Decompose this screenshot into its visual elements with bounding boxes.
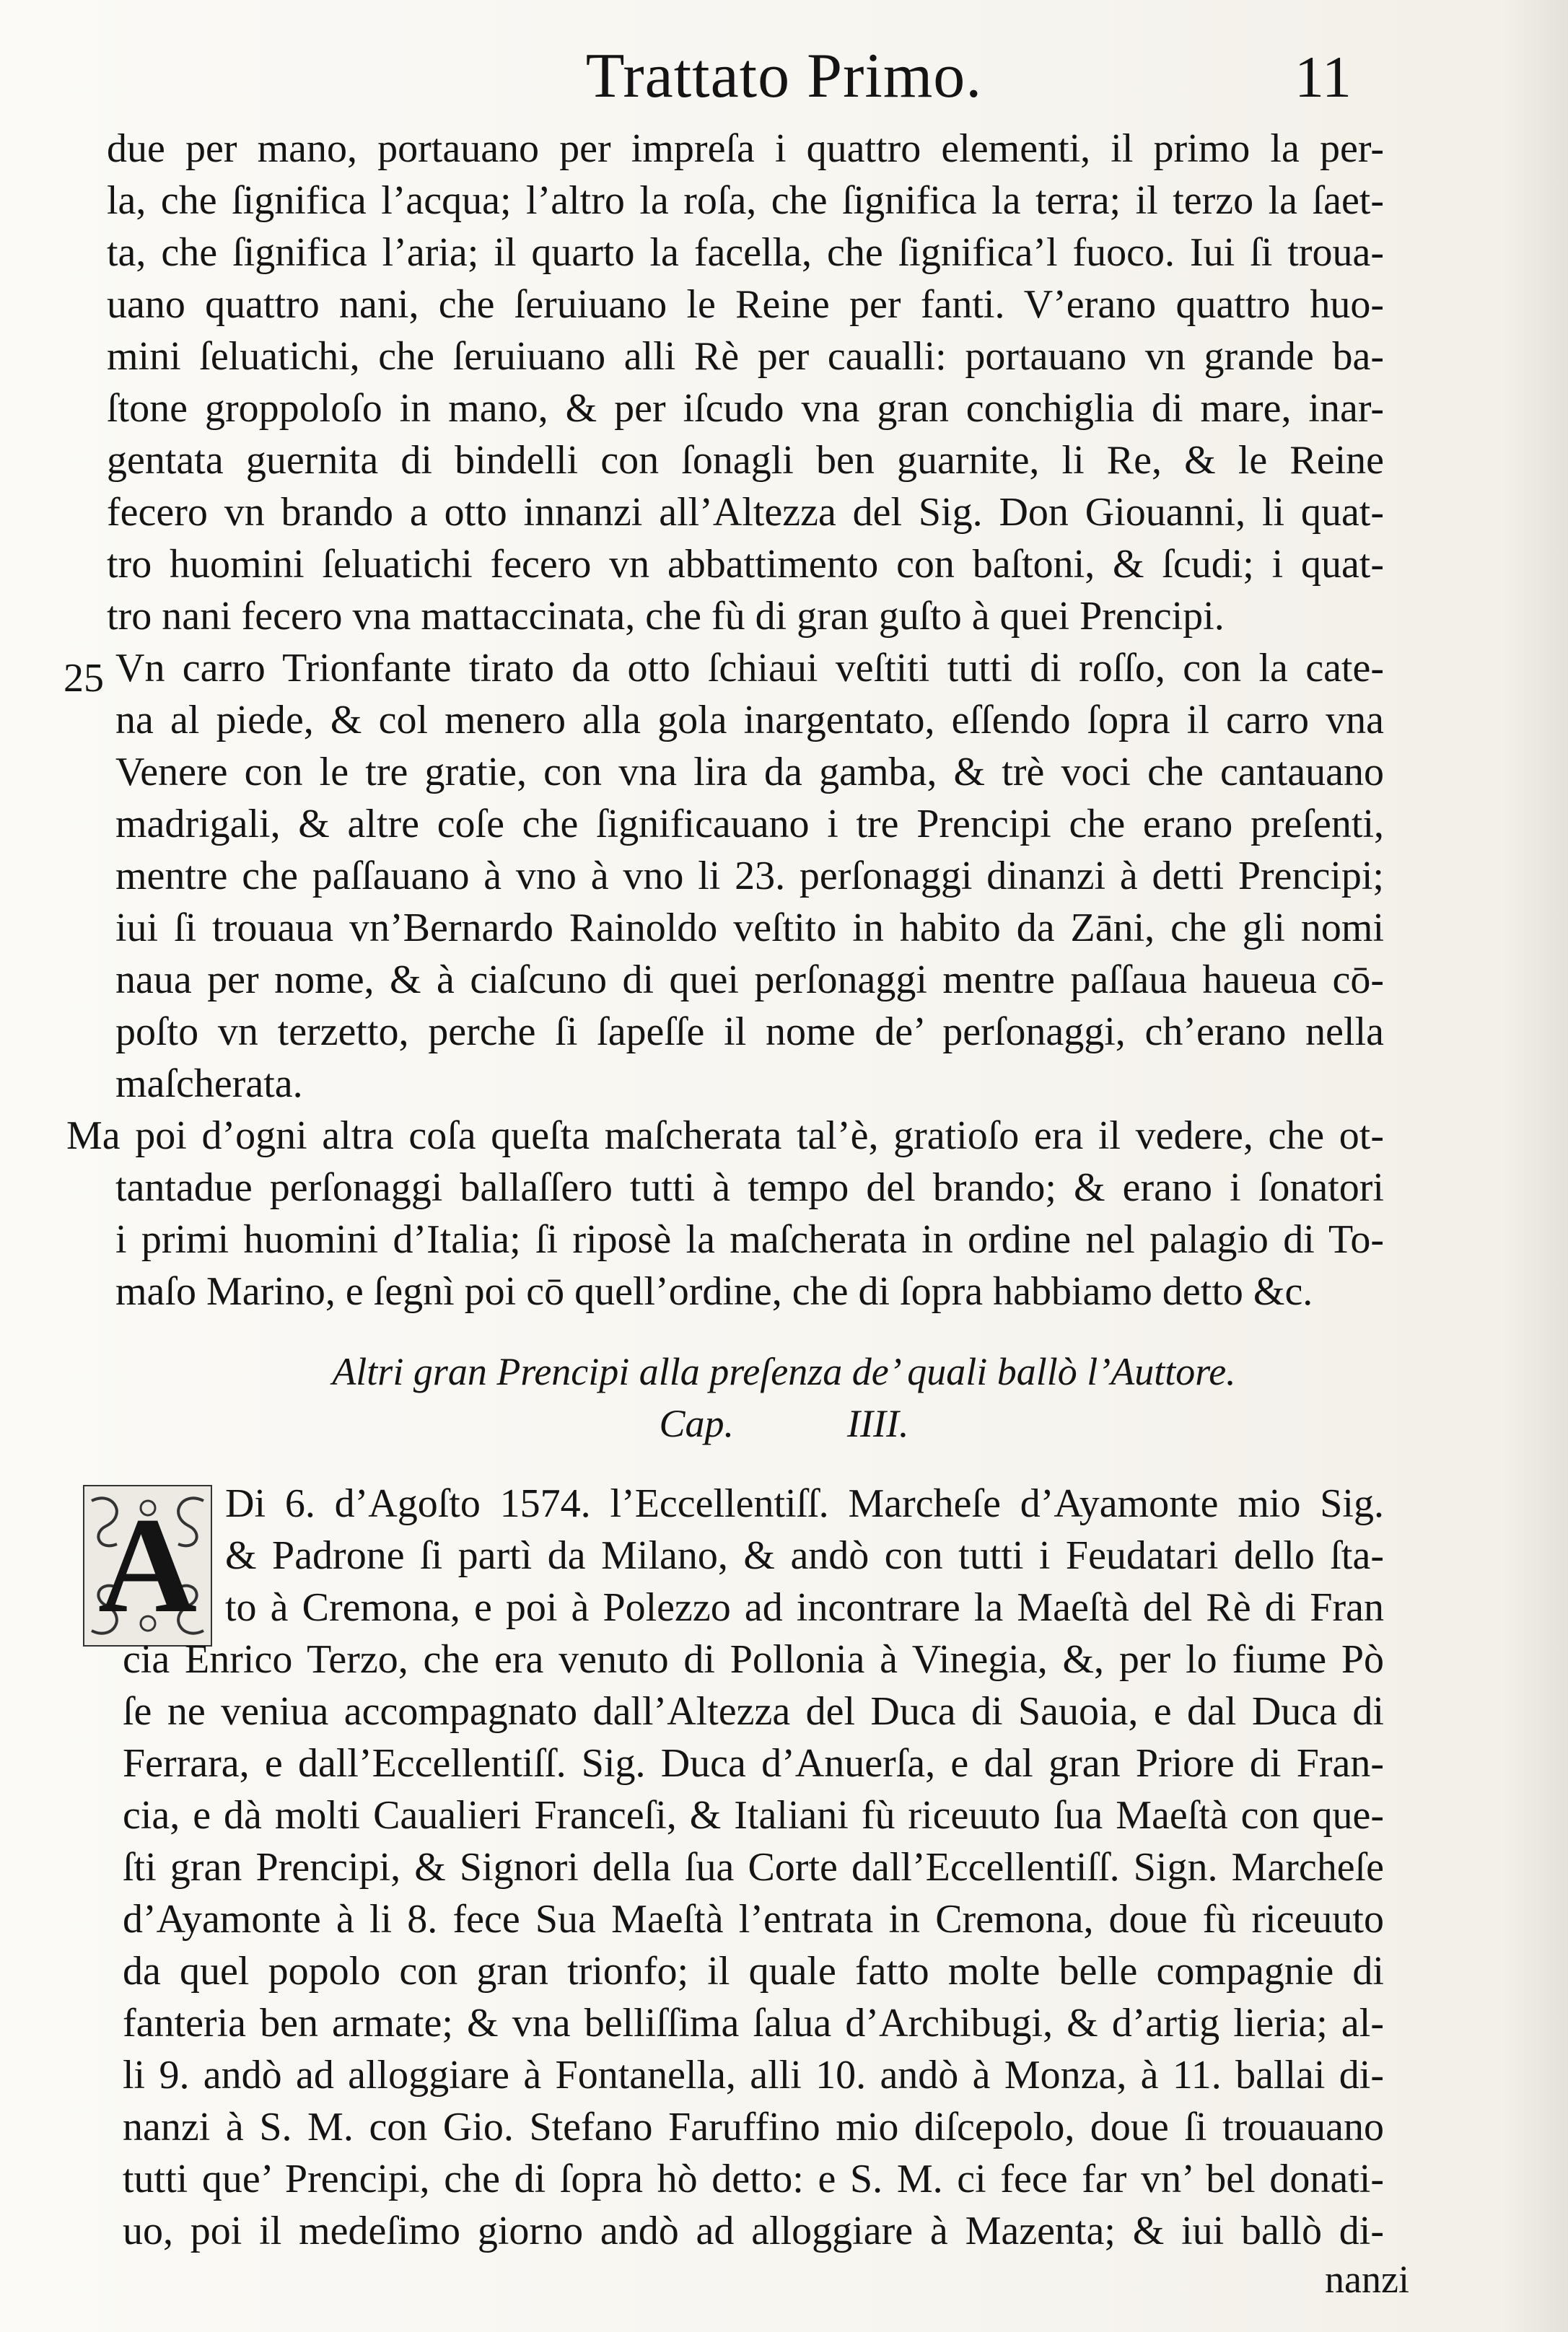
catchword: nanzi xyxy=(1325,2258,1409,2301)
chapter-heading: Altri gran Prencipi alla preſenza de’ quali ballò l’Auttore. xyxy=(332,1350,1236,1393)
text-line: ſe ne veniua accompagnato dall’Altezza del Duca di Sauoia, e dal Duca di xyxy=(123,1689,1384,1734)
text-line: due per mano, portauano per impreſa i quattro elementi, il primo la per- xyxy=(107,126,1384,171)
text-line: uano quattro nani, che ſeruiuano le Reine per fanti. V’erano quattro huo- xyxy=(107,282,1384,327)
page-edge-shadow xyxy=(1503,0,1568,2332)
marginal-number: 25 xyxy=(63,656,104,701)
folio-number: 11 xyxy=(1295,44,1352,110)
text-line: fanteria ben armate; & vna belliſſima ſalua d’Archibugi, & d’artig lieria; al- xyxy=(123,2001,1384,2046)
text-line: mini ſeluatichi, che ſeruiuano alli Rè per caualli: portauano vn grande ba- xyxy=(107,334,1384,379)
chapter-number-row xyxy=(0,1398,1568,1449)
text-line: tantadue perſonaggi ballaſſero tutti à tempo del brando; & erano i ſonatori xyxy=(115,1165,1384,1210)
text-line: iui ſi trouaua vn’Bernardo Rainoldo veſtito in habito da Zāni, che gli nomi xyxy=(115,906,1384,950)
text-line: tutti que’ Prencipi, che di ſopra hò detto: e S. M. ci fece far vn’ bel donati- xyxy=(123,2157,1384,2201)
text-line: Vn carro Trionfante tirato da otto ſchiaui veſtiti tutti di roſſo, con la cate- xyxy=(115,646,1384,691)
text-line: Ferrara, e dall’Eccellentiſſ. Sig. Duca d’Anuerſa, e dal gran Priore di Fran- xyxy=(123,1741,1384,1786)
text-line: li 9. andò ad alloggiare à Fontanella, alli 10. andò à Monza, à 11. ballai di- xyxy=(123,2053,1384,2098)
text-line: la, che ſignifica l’acqua; l’altro la roſa, che ſignifica la terra; il terzo la ſaet- xyxy=(107,178,1384,223)
text-line: uo, poi il medeſimo giorno andò ad alloggiare à Mazenta; & iui ballò di- xyxy=(123,2209,1384,2253)
chapter-number: IIII. xyxy=(847,1402,909,1445)
text-line: cia Enrico Terzo, che era venuto di Pollonia à Vinegia, &, per lo fiume Pò xyxy=(123,1637,1384,1682)
drop-cap xyxy=(83,1485,212,1647)
running-head: Trattato Primo. xyxy=(585,41,983,111)
text-line: & Padrone ſi partì da Milano, & andò con tutti i Feudatari dello ſta- xyxy=(225,1533,1384,1578)
text-line: poſto vn terzetto, perche ſi ſapeſſe il nome de’ perſonaggi, ch’erano nella xyxy=(115,1009,1384,1054)
chapter-label: Cap. xyxy=(659,1402,735,1445)
text-line: naua per nome, & à ciaſcuno di quei perſonaggi mentre paſſaua haueua cō- xyxy=(115,957,1384,1002)
text-line: Ma poi d’ogni altra coſa queſta maſcherata tal’è, gratioſo era il vedere, che ot- xyxy=(66,1113,1384,1158)
text-line: Di 6. d’Agoſto 1574. l’Eccellentiſſ. Marcheſe d’Ayamonte mio Sig. xyxy=(225,1481,1384,1526)
text-line: ta, che ſignifica l’aria; il quarto la facella, che ſignifica’l fuoco. Iui ſi troua- xyxy=(107,230,1384,275)
drop-cap-letter: A xyxy=(97,1490,198,1641)
text-line: ſti gran Prencipi, & Signori della ſua Corte dall’Eccellentiſſ. Sign. Marcheſe xyxy=(123,1845,1384,1890)
text-line: nanzi à S. M. con Gio. Stefano Faruffino mio diſcepolo, doue ſi trouauano xyxy=(123,2105,1384,2149)
text-line: Venere con le tre gratie, con vna lira da gamba, & trè voci che cantauano xyxy=(115,750,1384,794)
text-line: to à Cremona, e poi à Polezzo ad incontrare la Maeſtà del Rè di Fran xyxy=(225,1585,1384,1630)
text-line: fecero vn brando a otto innanzi all’Altezza del Sig. Don Giouanni, li quat- xyxy=(107,490,1384,535)
text-line: ſtone groppoloſo in mano, & per iſcudo vna gran conchiglia di mare, inar- xyxy=(107,386,1384,431)
text-line: na al piede, & col menero alla gola inargentato, eſſendo ſopra il carro vna xyxy=(115,698,1384,742)
text-line: maſcherata. xyxy=(115,1061,303,1106)
text-line: madrigali, & altre coſe che ſignificauano i tre Prencipi che erano preſenti, xyxy=(115,802,1384,846)
text-line: i primi huomini d’Italia; ſi riposè la maſcherata in ordine nel palagio di To- xyxy=(115,1217,1384,1262)
text-line: da quel popolo con gran trionfo; il quale fatto molte belle compagnie di xyxy=(123,1949,1384,1994)
text-line: tro nani fecero vna mattaccinata, che fù di gran guſto à quei Prencipi. xyxy=(107,594,1225,639)
text-line: maſo Marino, e ſegnì poi cō quell’ordine, che di ſopra habbiamo detto &c. xyxy=(115,1269,1313,1314)
text-line: mentre che paſſauano à vno à vno li 23. perſonaggi dinanzi à detti Prencipi; xyxy=(115,854,1384,898)
text-line: cia, e dà molti Caualieri Franceſi, & Italiani fù riceuuto ſua Maeſtà con que- xyxy=(123,1793,1384,1838)
text-line: d’Ayamonte à li 8. fece Sua Maeſtà l’entrata in Cremona, doue fù riceuuto xyxy=(123,1897,1384,1942)
text-line: gentata guernita di bindelli con ſonagli ben guarnite, li Re, & le Reine xyxy=(107,438,1384,483)
text-line: tro huomini ſeluatichi fecero vn abbattimento con baſtoni, & ſcudi; i quat- xyxy=(107,542,1384,587)
